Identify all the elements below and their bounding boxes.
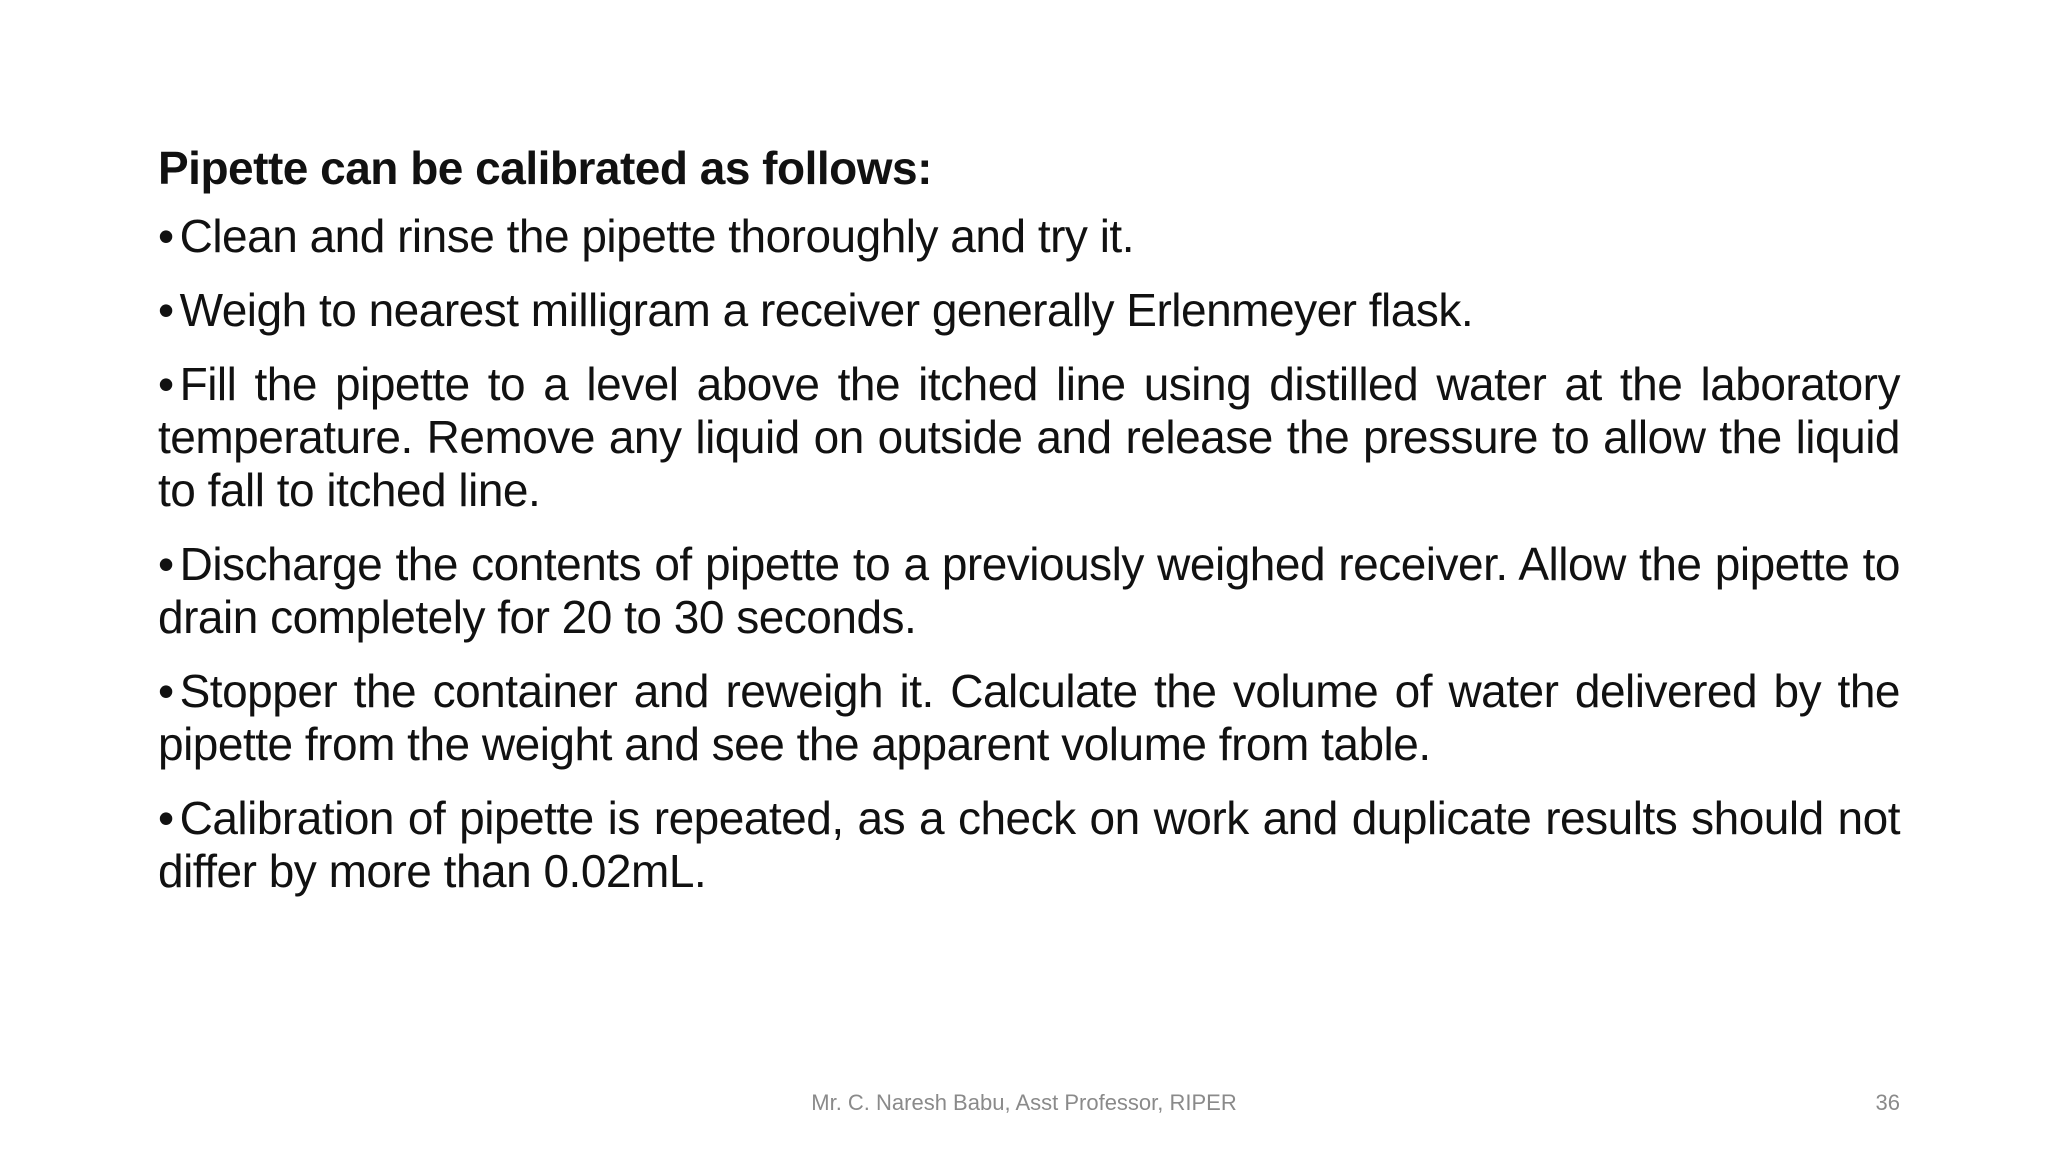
bullet-text: Fill the pipette to a level above the itched line using distilled water at the laboratory temperature. Remove any liquid on outside and release the pressure to allow the liquid to fall to itched line.: [158, 358, 1900, 516]
bullet-text: Stopper the container and reweigh it. Calculate the volume of water delivered by the pipette from the weight and see the apparent volume from table.: [158, 665, 1900, 770]
footer-author: Mr. C. Naresh Babu, Asst Professor, RIPER: [811, 1090, 1237, 1115]
page-number: 36: [1875, 1090, 1900, 1115]
bullet-symbol: •: [158, 210, 174, 262]
bullet-symbol: •: [158, 358, 174, 410]
bullet-item: [158, 792, 1900, 898]
slide-content: [158, 138, 1900, 919]
bullet-text: Calibration of pipette is repeated, as a check on work and duplicate results should not differ by more than 0.02mL.: [158, 792, 1900, 897]
bullet-item: [158, 210, 1900, 263]
bullet-text: Clean and rinse the pipette thoroughly and try it.: [179, 210, 1134, 262]
bullet-item: [158, 284, 1900, 337]
bullet-symbol: •: [158, 538, 174, 590]
bullet-symbol: •: [158, 792, 174, 844]
bullet-symbol: •: [158, 284, 174, 336]
slide-heading: Pipette can be calibrated as follows:: [158, 142, 932, 194]
bullet-item: [158, 538, 1900, 644]
bullet-text: Discharge the contents of pipette to a previously weighed receiver. Allow the pipette to drain completely for 20 to 30 seconds.: [158, 538, 1900, 643]
bullet-text: Weigh to nearest milligram a receiver generally Erlenmeyer flask.: [179, 284, 1474, 336]
bullet-item: [158, 358, 1900, 517]
bullet-item: [158, 665, 1900, 771]
bullet-symbol: •: [158, 665, 174, 717]
